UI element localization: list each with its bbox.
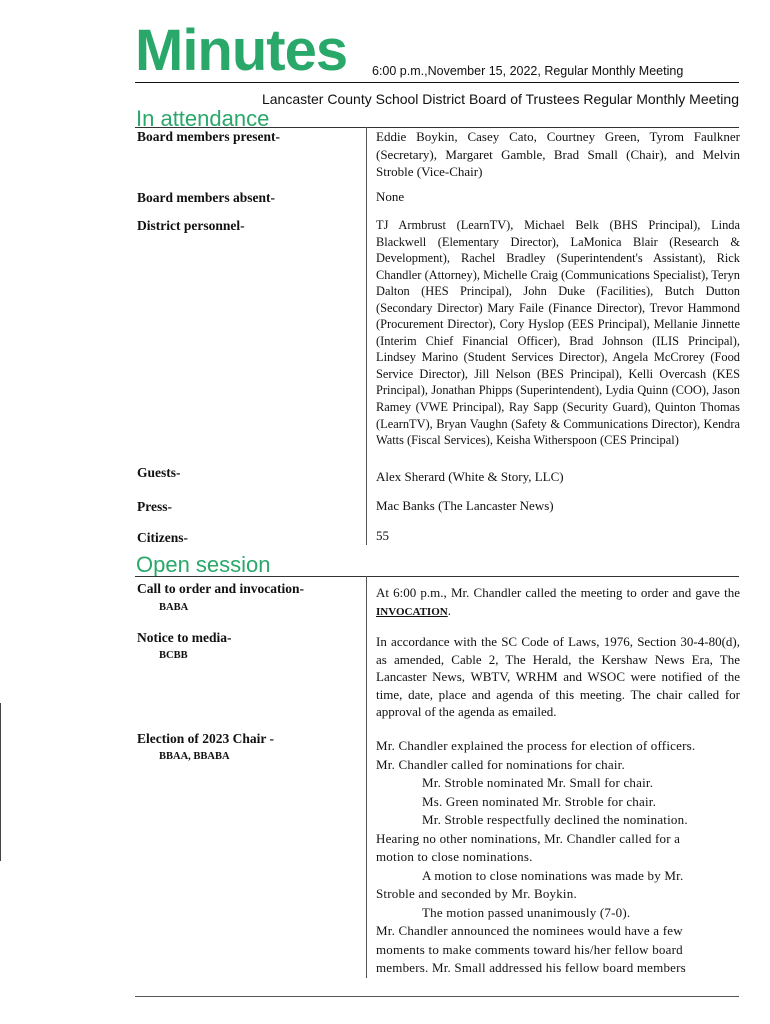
code-notice-to-media: BCBB: [159, 650, 188, 661]
election-line: Mr. Stroble nominated Mr. Small for chair.: [422, 775, 654, 790]
election-line: Mr. Chandler called for nominations for chair.: [376, 756, 625, 772]
label-notice-to-media: Notice to media-: [137, 630, 232, 645]
value-call-to-order: [376, 584, 740, 621]
header-divider: [135, 82, 739, 83]
label-board-absent: Board members absent-: [137, 190, 275, 205]
election-line: Ms. Green nominated Mr. Stroble for chair.: [422, 793, 657, 809]
label-board-present: Board members present-: [137, 129, 280, 144]
organization-title: Lancaster County School District Board of Trustees Regular Monthly Meeting: [261, 91, 739, 107]
election-line: Mr. Chandler explained the process for election of officers.: [376, 738, 696, 753]
election-line: moments to make comments toward his/her fellow board: [376, 941, 683, 957]
election-line: The motion passed unanimously (7-0).: [422, 904, 631, 920]
label-district-personnel: District personnel-: [137, 218, 245, 233]
value-guests: Alex Sherard (White & Story, LLC): [376, 469, 564, 484]
margin-mark: [0, 703, 1, 861]
election-line: Mr. Chandler announced the nominees would have a few: [376, 923, 683, 938]
code-call-to-order: BABA: [159, 602, 189, 613]
code-election-chair: BBAA, BBABA: [159, 751, 230, 762]
value-board-absent: None: [376, 189, 405, 204]
value-district-personnel: TJ Armbrust (LearnTV), Michael Belk (BHS Principal), Linda Blackwell (Elementary Director), LaMonica Blair (Research & Development), Rachel Bradley (Superintendent's Assistant), Rick Chandler (Attorney), Michelle Craig (Communications Specialist), Teryn Dalton (HES Principal), John Duke (Facilities), Butch Dutton (Secondary Director) Mary Faile (Finance Director), Trevor Hammond (Procurement Director), Cory Hyslop (EES Principal), Mellanie Jinnette (Interim Chief Financial Officer), Brad Johnson (ILIS Principal), Lindsey Marino (Student Services Director), Angela McCrorey (Food Service Director), Jill Nelson (BES Principal), Kelli Overcash (KES Principal), Jonathan Phipps (Superintendent), Lydia Quinn (COO), Jason Ramey (VWE Principal), Ray Sapp (Security Guard), Quinton Thomas (LearnTV), Bryan Vaughn (Safety & Communications Director), Kendra Watts (Fiscal Services), Keisha Witherspoon (CES Principal): [376, 218, 740, 448]
label-call-to-order: Call to order and invocation-: [137, 581, 305, 596]
invocation-link[interactable]: INVOCATION: [376, 605, 448, 618]
label-citizens: Citizens-: [137, 530, 188, 545]
call-to-order-end: .: [447, 602, 451, 618]
value-press: Mac Banks (The Lancaster News): [376, 498, 554, 513]
value-citizens: 55: [376, 528, 389, 543]
label-press: Press-: [137, 499, 172, 514]
election-line: motion to close nominations.: [376, 849, 533, 864]
election-line: Stroble and seconded by Mr. Boykin.: [376, 886, 577, 901]
label-guests: Guests-: [137, 465, 181, 480]
attendance-column-divider: [366, 127, 367, 545]
election-line: members. Mr. Small addressed his fellow board members: [376, 960, 686, 975]
section-heading-open-session: Open session: [136, 552, 271, 577]
election-line: Hearing no other nominations, Mr. Chandler called for a: [376, 830, 681, 846]
label-election-chair: Election of 2023 Chair -: [137, 731, 274, 746]
call-to-order-text: At 6:00 p.m., Mr. Chandler called the meeting to order and gave the: [376, 585, 740, 600]
section-heading-attendance: In attendance: [136, 106, 270, 131]
open-session-column-divider: [366, 576, 367, 978]
value-notice-to-media: In accordance with the SC Code of Laws, 1976, Section 30-4-80(d), as amended, Cable 2, The Herald, the Kershaw News Era, The Lancaster News, WBTV, WRHM and WSOC were notified of the time, date, place and agenda of this meeting. The chair called for approval of the agenda as emailed.: [376, 634, 740, 720]
election-line: A motion to close nominations was made by Mr.: [422, 867, 684, 883]
footer-divider: [135, 996, 739, 997]
document-title: Minutes: [135, 18, 348, 83]
value-election-chair: [376, 737, 740, 978]
open-session-divider: [135, 576, 739, 577]
election-line: Mr. Stroble respectfully declined the nomination.: [422, 812, 688, 827]
meeting-datetime: 6:00 p.m.,November 15, 2022, Regular Monthly Meeting: [372, 64, 684, 78]
value-board-present: Eddie Boykin, Casey Cato, Courtney Green, Tyrom Faulkner (Secretary), Margaret Gamble, Brad Small (Chair), and Melvin Stroble (Vice-Chair): [376, 129, 740, 180]
